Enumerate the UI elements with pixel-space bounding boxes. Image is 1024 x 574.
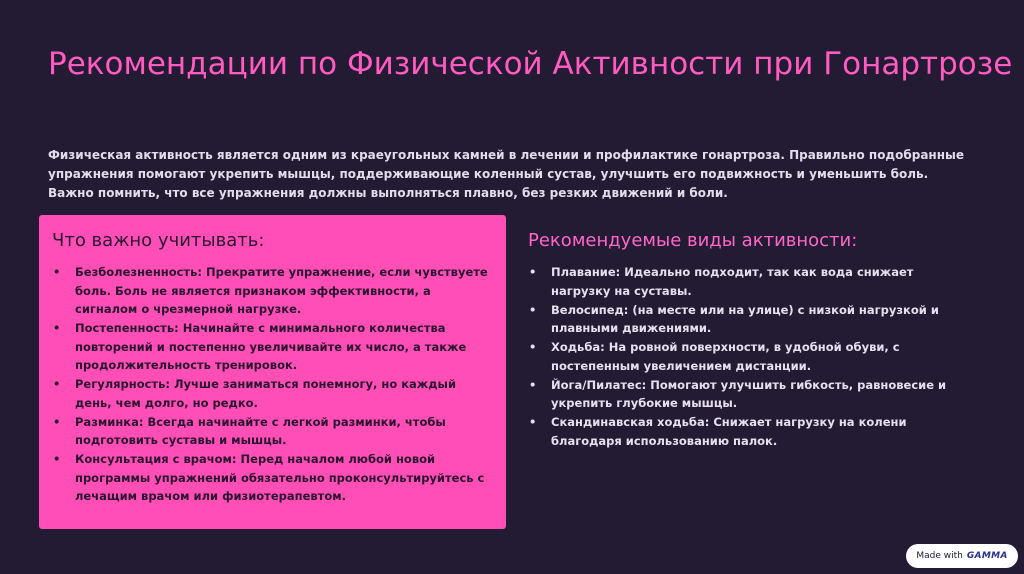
bullet-icon: • bbox=[53, 414, 61, 429]
list-item bbox=[529, 376, 971, 413]
considerations-card bbox=[39, 215, 506, 529]
considerations-title: Что важно учитывать: bbox=[52, 230, 265, 251]
list-item bbox=[529, 263, 971, 300]
list-item bbox=[53, 263, 493, 319]
list-item bbox=[529, 301, 971, 338]
activities-title: Рекомендуемые виды активности: bbox=[528, 230, 858, 251]
list-item bbox=[53, 413, 493, 450]
bullet-icon: • bbox=[53, 377, 61, 391]
list-item-text: Плавание: Идеально подходит, так как вода снижает нагрузку на суставы. bbox=[551, 265, 914, 298]
list-item bbox=[53, 375, 493, 412]
list-item-text: Безболезненность: Прекратите упражнение, если чувствуете боль. Боль не является признаком эффективности, а сигналом о чрезмерной нагрузке. bbox=[75, 265, 488, 316]
bullet-icon: • bbox=[53, 265, 61, 279]
considerations-list bbox=[52, 263, 490, 506]
bullet-icon: • bbox=[53, 452, 61, 466]
list-item bbox=[53, 319, 493, 375]
bullet-icon: • bbox=[529, 415, 537, 429]
list-item bbox=[529, 338, 971, 375]
list-item-text: Регулярность: Лучше заниматься понемногу, но каждый день, чем долго, но редко. bbox=[75, 377, 456, 410]
list-item-text: Скандинавская ходьба: Снижает нагрузку на колени благодаря использованию палок. bbox=[551, 415, 907, 448]
gamma-logo: GAMMA bbox=[966, 551, 1008, 561]
intro-paragraph: Физическая активность является одним из краеугольных камней в лечении и профилактике гонартроза. Правильно подобранные упражнения помогают укрепить мышцы, поддерживающие коленный сустав, улучшить его подвижность и уменьшить боль. Важно помнить, что все упражнения должны выполняться плавно, без резких движений и боли. bbox=[48, 148, 965, 200]
activities-card bbox=[515, 215, 985, 451]
list-item-text: Ходьба: На ровной поверхности, в удобной обуви, с постепенным увеличением дистанции. bbox=[551, 340, 900, 373]
bullet-icon: • bbox=[529, 265, 537, 279]
list-item-text: Консультация с врачом: Перед началом любой новой программы упражнений обязательно проконсультируйтесь с лечащим врачом или физиотерапевтом. bbox=[75, 452, 485, 503]
bullet-icon: • bbox=[529, 340, 537, 354]
activities-list bbox=[528, 263, 969, 450]
bullet-icon: • bbox=[529, 302, 537, 317]
list-item-text: Разминка: Всегда начинайте с легкой разминки, чтобы подготовить суставы и мышцы. bbox=[75, 414, 446, 447]
list-item bbox=[53, 450, 493, 506]
bullet-icon: • bbox=[529, 377, 537, 392]
list-item-text: Йога/Пилатес: Помогают улучшить гибкость, равновесие и укрепить глубокие мышцы. bbox=[551, 377, 947, 410]
made-with-gamma-badge[interactable] bbox=[906, 544, 1018, 568]
slide-title: Рекомендации по Физической Активности при Гонартрозе bbox=[48, 46, 1013, 82]
bullet-icon: • bbox=[53, 321, 61, 335]
list-item-text: Постепенность: Начинайте с минимального количества повторений и постепенно увеличивайте их число, а также продолжительность тренировок. bbox=[75, 321, 467, 372]
badge-prefix: Made with bbox=[916, 551, 963, 561]
list-item bbox=[529, 413, 971, 450]
list-item-text: Велосипед: (на месте или на улице) с низкой нагрузкой и плавными движениями. bbox=[551, 302, 939, 335]
